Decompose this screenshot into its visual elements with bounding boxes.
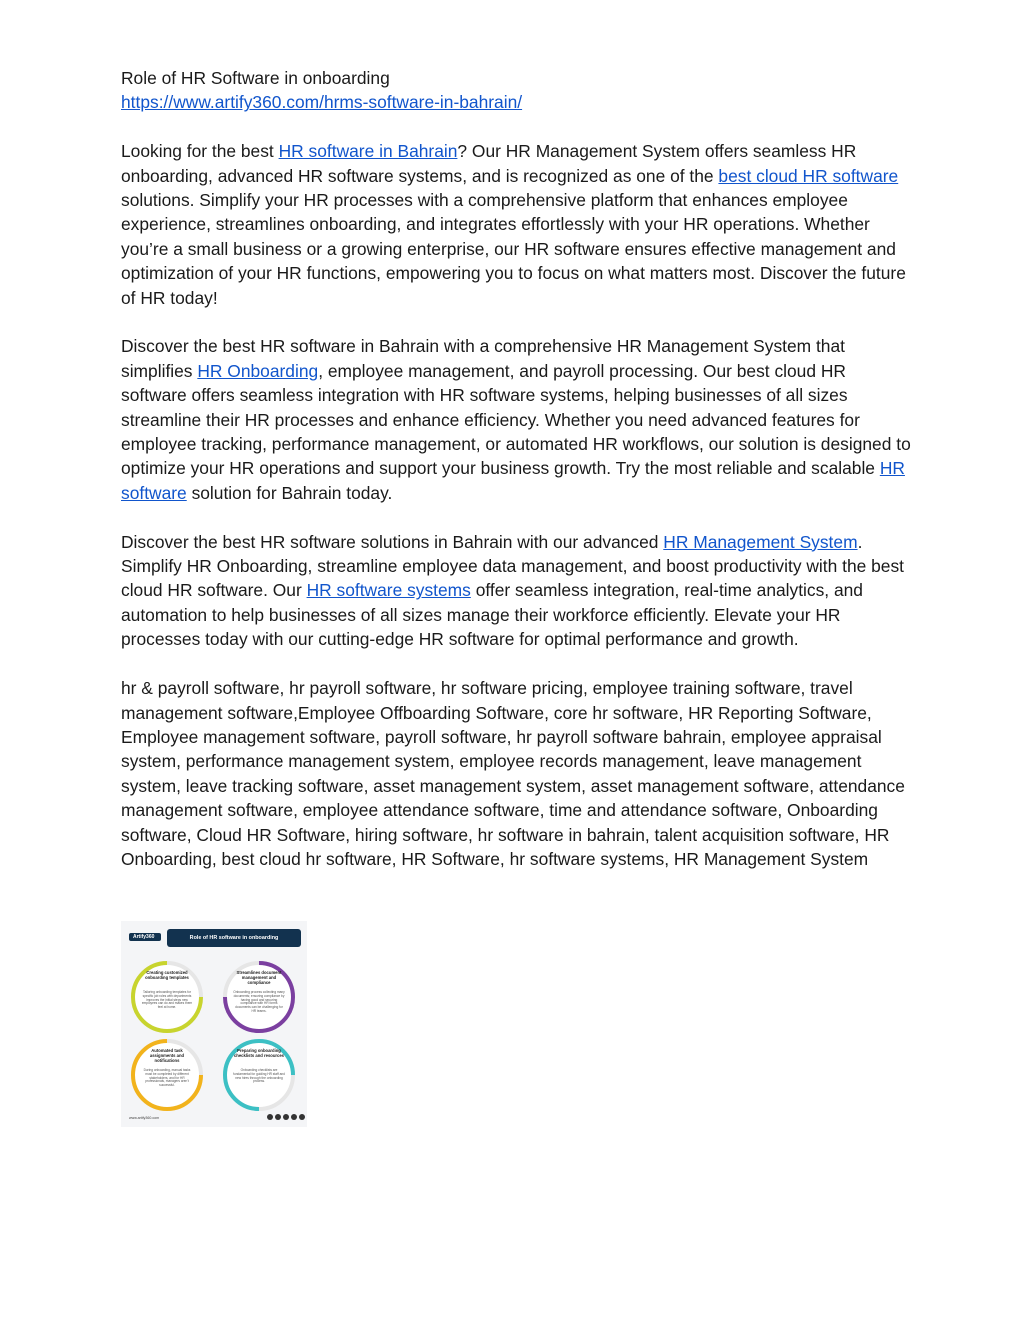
paragraph-text: Looking for the best [121, 141, 279, 162]
paragraph-text: Discover the best HR software in Bahrain with a comprehensive HR Management System that simplifies [121, 336, 845, 381]
infographic-title: Role of HR software in onboarding [167, 929, 301, 947]
hr-software-systems-link[interactable]: HR software systems [306, 580, 471, 601]
document-body [121, 66, 911, 871]
footer-url: www.artify360.com [129, 1116, 160, 1120]
infographic-cell-templates [127, 957, 207, 1037]
paragraph-text: solutions. Simplify your HR processes with a comprehensive platform that enhances employee experience, streamlines onboarding, and integrates effortlessly with your HR operations. Whether you’re a small business or a growing enterprise, our HR software ensures effective management and optimization of your HR functions, empowering you to focus on what matters most. Discover the future of HR today! [121, 190, 906, 308]
hr-onboarding-link[interactable]: HR Onboarding [197, 360, 319, 381]
cell-body: Tailoring onboarding templates for specific job roles with departments improves the initial steps new employees can do and makes them feel at home. [141, 990, 193, 1010]
paragraph-text: ? Our HR Management System offers seamless HR onboarding, advanced HR software systems, and is recognized as one of the [121, 141, 857, 186]
cell-heading: Creating customized onboarding templates [145, 970, 189, 980]
cell-body: Onboarding process collecting many documents; ensuring compliance by having good and securing compliance with HR forms documents can be challenging for HR teams. [233, 990, 285, 1013]
infographic-header [121, 921, 307, 951]
linkedin-icon [291, 1114, 297, 1120]
paragraph-3 [121, 530, 911, 652]
document-url-link[interactable]: https://www.artify360.com/hrms-software-in-bahrain/ [121, 92, 523, 113]
youtube-icon [299, 1114, 305, 1120]
paragraph-text: , employee management, and payroll processing. Our best cloud HR software offers seamless integration with HR software systems, helping businesses of all sizes streamline their HR processes and enhance efficiency. Whether you need advanced features for employee tracking, performance management, or automated HR workflows, our solution is designed to optimize your HR operations and support your business growth. Try the most reliable and scalable [121, 360, 911, 479]
paragraph-text: . Simplify HR Onboarding, streamline employee data management, and boost productivity with the best cloud HR software. Our [121, 531, 904, 601]
hr-software-bahrain-link[interactable]: HR software in Bahrain [278, 141, 458, 162]
cell-heading: Automated task assignments and notifications [149, 1048, 185, 1063]
infographic-cell-checklists [219, 1035, 299, 1115]
best-cloud-hr-software-link[interactable]: best cloud HR software [718, 165, 899, 186]
instagram-icon [275, 1114, 281, 1120]
paragraph-1 [121, 139, 911, 310]
infographic-cell-tasks [127, 1035, 207, 1115]
cell-body: Onboarding checklists are fundamental for guiding HR staff and new hires through the onboarding process. [233, 1068, 285, 1084]
keywords-paragraph: hr & payroll software, hr payroll software, hr software pricing, employee training software, travel management software,Employee Offboarding Software, core hr software, HR Reporting Software, Employee management software, payroll software, hr payroll software bahrain, employee appraisal system, performance management system, employee records management, leave management system, leave tracking software, asset management system, asset management software, attendance management software, employee attendance software, time and attendance software, Onboarding software, Cloud HR Software, hiring software, hr software in bahrain, talent acquisition software, HR Onboarding, best cloud hr software, HR Software, hr software systems, HR Management System [121, 678, 905, 869]
brand-logo-text: Artify360 [133, 934, 155, 940]
facebook-icon [267, 1114, 273, 1120]
infographic-cell-documents [219, 957, 299, 1037]
paragraph-text: solution for Bahrain today. [186, 482, 393, 503]
cell-heading: Preparing onboarding checklists and resources [233, 1048, 285, 1058]
document-title: Role of HR Software in onboarding [121, 68, 390, 88]
twitter-icon [283, 1114, 289, 1120]
cell-heading: Streamlines document management and compliance [236, 970, 282, 985]
cell-body: During onboarding, manual tasks must be completed by different stakeholders, and for HR professionals, managers aren't successful. [143, 1068, 191, 1088]
hr-software-link[interactable]: HR software [121, 458, 905, 503]
paragraph-text: offer seamless integration, real-time analytics, and automation to help businesses of all sizes manage their workforce efficiently. Elevate your HR processes today with our cutting-edge HR software for optimal performance and growth. [121, 580, 863, 650]
onboarding-infographic [121, 921, 307, 1127]
paragraph-text: Discover the best HR software solutions in Bahrain with our advanced [121, 531, 664, 552]
paragraph-2 [121, 334, 911, 505]
hr-management-system-link[interactable]: HR Management System [663, 531, 858, 552]
